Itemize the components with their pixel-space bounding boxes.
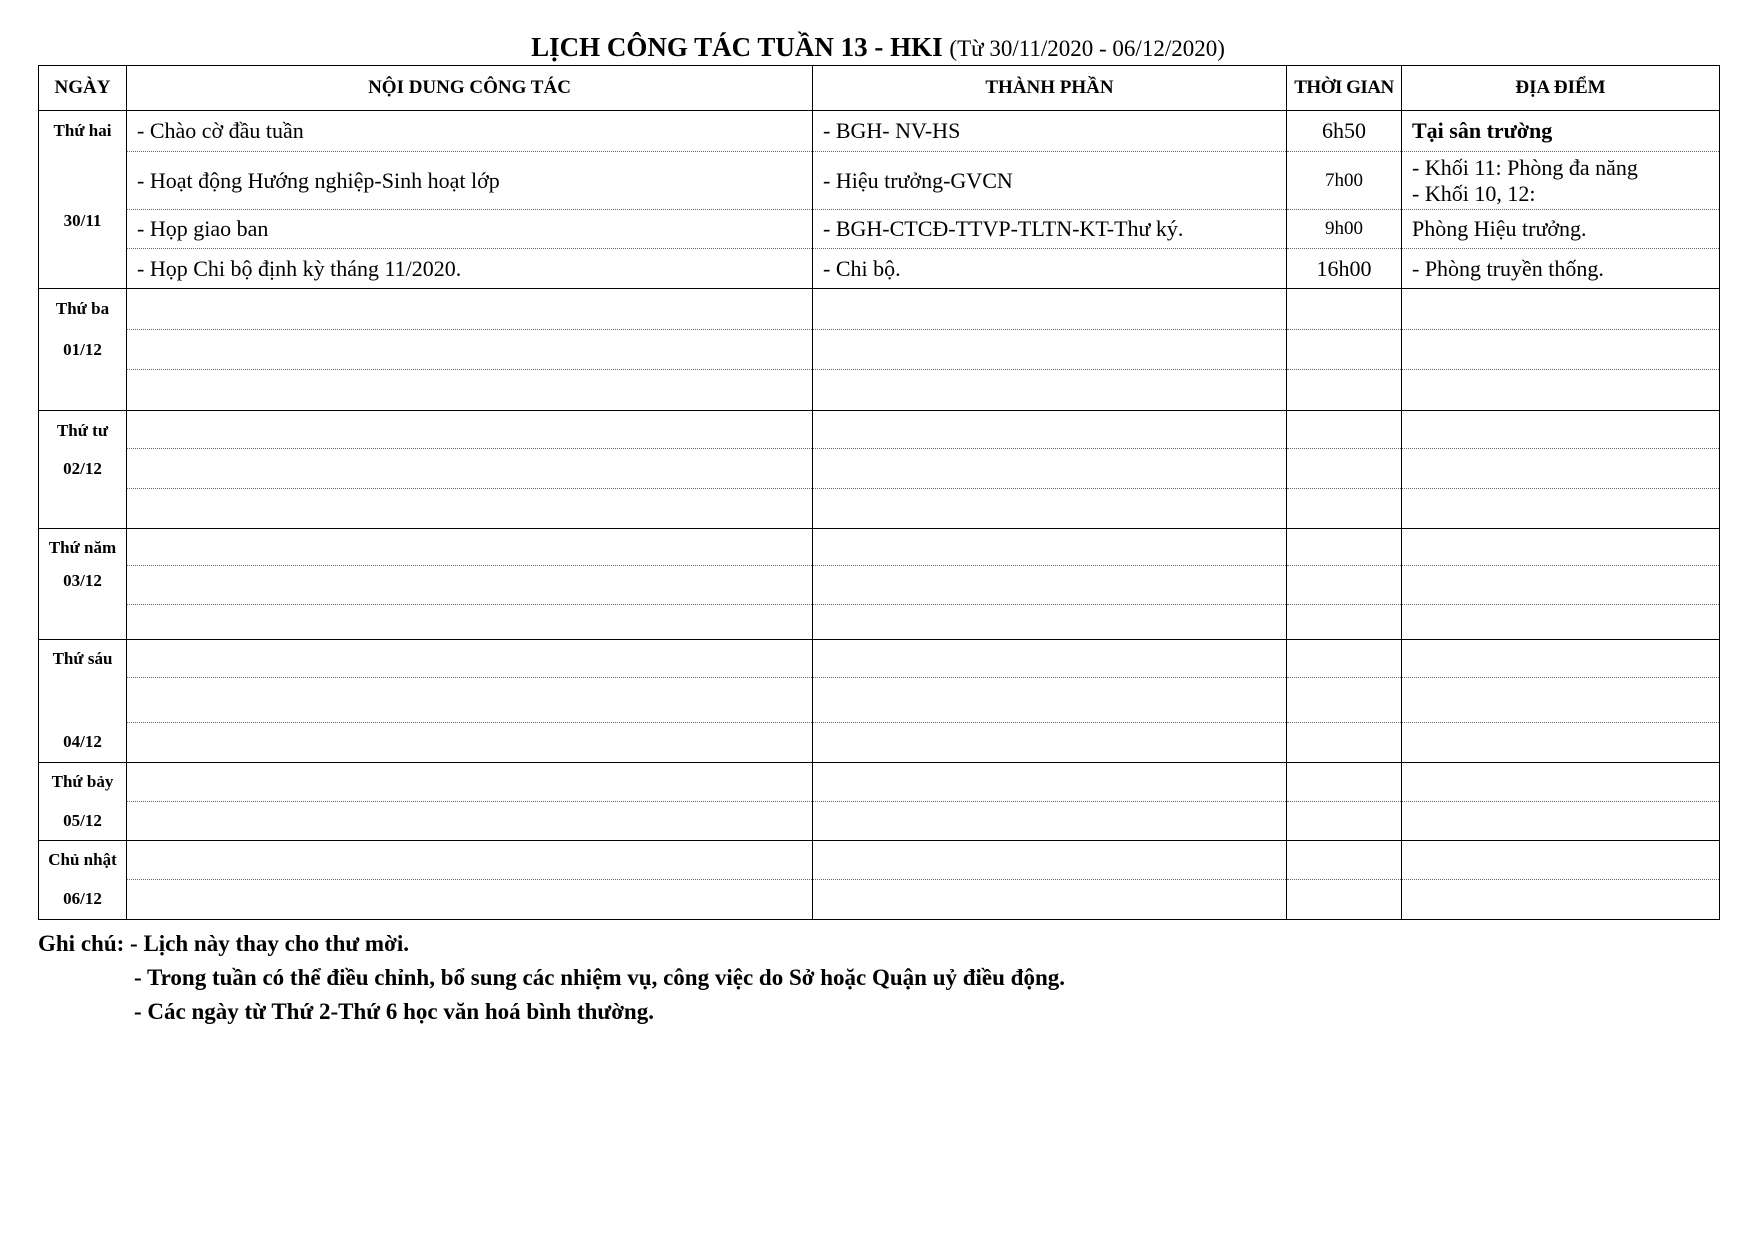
day-name: Thứ năm	[48, 538, 117, 557]
place-cell	[1402, 489, 1720, 529]
time-cell	[1287, 330, 1402, 370]
members-cell	[813, 449, 1287, 489]
day-name: Chủ nhật	[48, 850, 117, 869]
time-cell: 6h50	[1287, 111, 1402, 152]
time-cell: 7h00	[1287, 152, 1402, 210]
content-cell	[127, 289, 813, 330]
place-line: - Khối 10, 12:	[1412, 180, 1536, 206]
page-title	[38, 30, 1718, 66]
content-cell	[127, 330, 813, 370]
time-cell: 16h00	[1287, 249, 1402, 289]
content-cell	[127, 640, 813, 678]
members-cell	[813, 880, 1287, 920]
table-row	[39, 111, 1720, 152]
time-cell	[1287, 449, 1402, 489]
table-row	[39, 210, 1720, 249]
place-cell	[1402, 723, 1720, 763]
day-cell	[39, 640, 127, 763]
members-cell: - Chi bộ.	[813, 249, 1287, 289]
time-cell	[1287, 678, 1402, 723]
members-cell	[813, 841, 1287, 880]
day-name: Thứ hai	[53, 121, 112, 140]
note-line	[38, 927, 1065, 961]
time-cell	[1287, 880, 1402, 920]
time-cell	[1287, 723, 1402, 763]
place-cell	[1402, 640, 1720, 678]
content-cell	[127, 763, 813, 802]
members-cell	[813, 640, 1287, 678]
content-cell	[127, 449, 813, 489]
place-cell	[1402, 449, 1720, 489]
table-row	[39, 802, 1720, 841]
time-cell: 9h00	[1287, 210, 1402, 249]
place-line: - Khối 11: Phòng đa năng	[1412, 154, 1638, 180]
members-cell	[813, 289, 1287, 330]
day-name: Thứ ba	[55, 299, 110, 318]
content-cell	[127, 529, 813, 566]
header-day: NGÀY	[39, 66, 127, 111]
members-cell	[813, 489, 1287, 529]
note-text: : - Lịch này thay cho thư mời.	[116, 931, 409, 956]
day-date: 04/12	[63, 732, 102, 751]
table-row	[39, 566, 1720, 605]
table-row	[39, 449, 1720, 489]
notes-label: Ghi chú	[38, 931, 117, 956]
place-cell	[1402, 763, 1720, 802]
day-date: 05/12	[63, 811, 102, 830]
table-row	[39, 289, 1720, 330]
time-cell	[1287, 802, 1402, 841]
members-cell: - BGH- NV-HS	[813, 111, 1287, 152]
members-cell	[813, 330, 1287, 370]
day-name: Thứ sáu	[52, 649, 113, 668]
place-cell	[1402, 841, 1720, 880]
header-content: NỘI DUNG CÔNG TÁC	[127, 66, 813, 111]
table-row	[39, 763, 1720, 802]
content-cell: - Họp Chi bộ định kỳ tháng 11/2020.	[127, 249, 813, 289]
table-row	[39, 370, 1720, 411]
content-cell	[127, 566, 813, 605]
content-cell	[127, 678, 813, 723]
content-cell: - Chào cờ đầu tuần	[127, 111, 813, 152]
header-members: THÀNH PHẦN	[813, 66, 1287, 111]
place-cell	[1402, 330, 1720, 370]
place-cell: Phòng Hiệu trưởng.	[1402, 210, 1720, 249]
note-line: - Trong tuần có thể điều chỉnh, bổ sung các nhiệm vụ, công việc do Sở hoặc Quận uỷ điều động.	[134, 965, 1066, 990]
members-cell	[813, 802, 1287, 841]
day-cell	[39, 841, 127, 920]
day-cell	[39, 529, 127, 640]
time-cell	[1287, 640, 1402, 678]
members-cell	[813, 370, 1287, 411]
content-cell: - Họp giao ban	[127, 210, 813, 249]
time-cell	[1287, 763, 1402, 802]
time-cell	[1287, 489, 1402, 529]
place-cell	[1402, 566, 1720, 605]
members-cell	[813, 566, 1287, 605]
members-cell	[813, 605, 1287, 640]
content-cell	[127, 802, 813, 841]
content-cell	[127, 411, 813, 449]
day-name: Thứ tư	[56, 421, 109, 440]
members-cell: - BGH-CTCĐ-TTVP-TLTN-KT-Thư ký.	[813, 210, 1287, 249]
day-date: 06/12	[63, 889, 102, 908]
content-cell	[127, 370, 813, 411]
place-cell	[1402, 605, 1720, 640]
content-cell	[127, 841, 813, 880]
day-date: 30/11	[63, 211, 102, 230]
table-row	[39, 489, 1720, 529]
header-time: THỜI GIAN	[1287, 66, 1402, 111]
members-cell	[813, 723, 1287, 763]
table-row	[39, 411, 1720, 449]
members-cell: - Hiệu trưởng-GVCN	[813, 152, 1287, 210]
table-row	[39, 249, 1720, 289]
content-cell: - Hoạt động Hướng nghiệp-Sinh hoạt lớp	[127, 152, 813, 210]
table-row	[39, 529, 1720, 566]
place-cell	[1402, 370, 1720, 411]
time-cell	[1287, 411, 1402, 449]
notes-section	[38, 927, 1065, 1029]
time-cell	[1287, 605, 1402, 640]
place-cell	[1402, 411, 1720, 449]
time-cell	[1287, 841, 1402, 880]
day-name: Thứ bảy	[51, 772, 114, 791]
time-cell	[1287, 566, 1402, 605]
table-row	[39, 330, 1720, 370]
day-cell	[39, 289, 127, 411]
place-cell	[1402, 880, 1720, 920]
time-cell	[1287, 529, 1402, 566]
table-row	[39, 678, 1720, 723]
day-cell	[39, 763, 127, 841]
members-cell	[813, 678, 1287, 723]
day-date: 01/12	[63, 340, 102, 359]
table-row	[39, 723, 1720, 763]
place-cell	[1402, 152, 1720, 210]
place-cell: - Phòng truyền thống.	[1402, 249, 1720, 289]
header-row	[39, 66, 1720, 111]
content-cell	[127, 605, 813, 640]
day-date: 03/12	[63, 571, 102, 590]
header-place: ĐỊA ĐIỂM	[1402, 66, 1720, 111]
content-cell	[127, 489, 813, 529]
time-cell	[1287, 289, 1402, 330]
place-cell	[1402, 529, 1720, 566]
place-cell	[1402, 802, 1720, 841]
table-row	[39, 152, 1720, 210]
members-cell	[813, 411, 1287, 449]
content-cell	[127, 723, 813, 763]
table-row	[39, 880, 1720, 920]
day-cell	[39, 111, 127, 289]
day-date: 02/12	[63, 459, 102, 478]
place-cell	[1402, 289, 1720, 330]
place-cell: Tại sân trường	[1402, 111, 1720, 152]
table-row	[39, 605, 1720, 640]
time-cell	[1287, 370, 1402, 411]
content-cell	[127, 880, 813, 920]
table-row	[39, 841, 1720, 880]
place-cell	[1402, 678, 1720, 723]
table-row	[39, 640, 1720, 678]
schedule-table	[38, 65, 1720, 920]
members-cell	[813, 763, 1287, 802]
members-cell	[813, 529, 1287, 566]
day-cell	[39, 411, 127, 529]
note-line: - Các ngày từ Thứ 2-Thứ 6 học văn hoá bình thường.	[134, 999, 654, 1024]
title-main: LỊCH CÔNG TÁC TUẦN 13 - HKI	[531, 32, 943, 62]
title-date-range: (Từ 30/11/2020 - 06/12/2020)	[949, 36, 1225, 61]
